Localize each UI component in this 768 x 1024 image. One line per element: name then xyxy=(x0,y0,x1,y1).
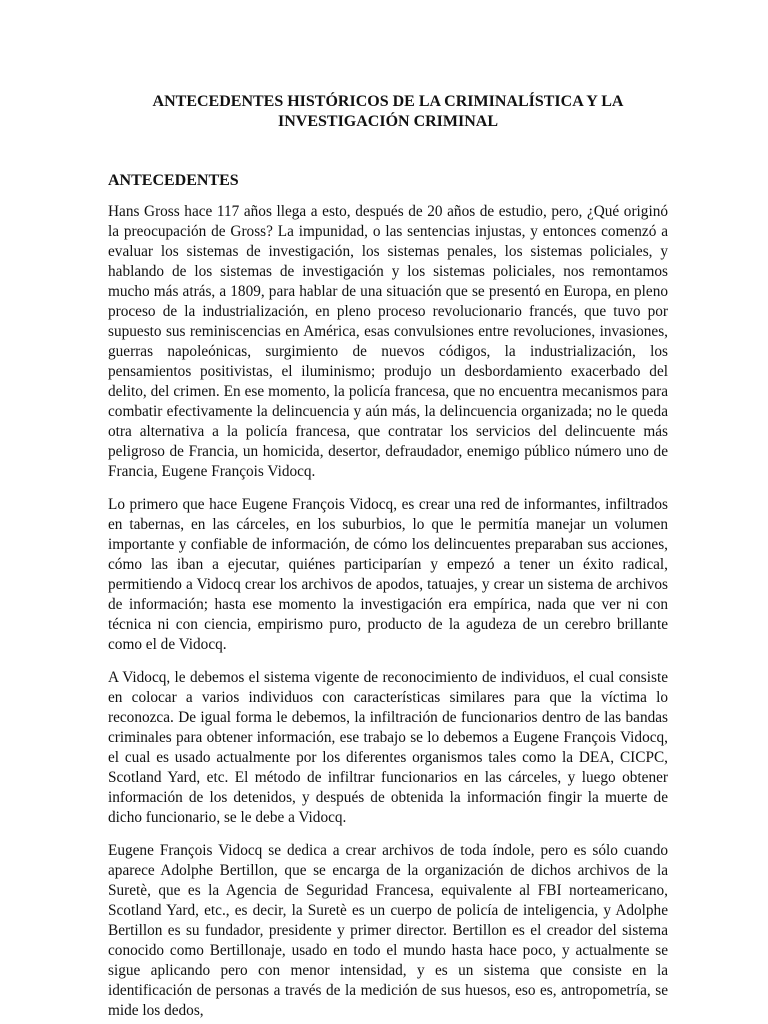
paragraph-1: Hans Gross hace 117 años llega a esto, después de 20 años de estudio, pero, ¿Qué originó la preocupación de Gross? La impunidad, o las sentencias injustas, y entonces comenzó a evaluar los sistemas de investigación, los sistemas penales, los sistemas policiales, y hablando de los sistemas de investigación y los sistemas policiales, nos remontamos mucho más atrás, a 1809, para hablar de una situación que se presentó en Europa, en pleno proceso de la industrialización, en pleno proceso revolucionario francés, que tuvo por supuesto sus reminiscencias en América, esas convulsiones entre revoluciones, invasiones, guerras napoleónicas, surgimiento de nuevos códigos, la industrialización, los pensamientos positivistas, el iluminismo; produjo un desbordamiento exacerbado del delito, del crimen. En ese momento, la policía francesa, que no encuentra mecanismos para combatir efectivamente la delincuencia y aún más, la delincuencia organizada; no le queda otra alternativa a la policía francesa, que contratar los servicios del delincuente más peligroso de Francia, un homicida, desertor, defraudador, enemigo público número uno de Francia, Eugene François Vidocq. xyxy=(108,203,668,480)
paragraph-3: A Vidocq, le debemos el sistema vigente de reconocimiento de individuos, el cual consiste en colocar a varios individuos con características similares para que la víctima lo reconozca. De igual forma le debemos, la infiltración de funcionarios dentro de las bandas criminales para obtener información, ese trabajo se lo debemos a Eugene François Vidocq, el cual es usado actualmente por los diferentes organismos tales como la DEA, CICPC, Scotland Yard, etc. El método de infiltrar funcionarios en las cárceles, y luego obtener información de los detenidos, y después de obtenida la información fingir la muerte de dicho funcionario, se le debe a Vidocq. xyxy=(108,669,668,826)
document-title-line-2: INVESTIGACIÓN CRIMINAL xyxy=(277,113,499,130)
section-heading: ANTECEDENTES xyxy=(108,172,239,189)
paragraph-4: Eugene François Vidocq se dedica a crear archivos de toda índole, pero es sólo cuando aparece Adolphe Bertillon, que se encarga de la organización de dichos archivos de la Suretè, que es la Agencia de Seguridad Francesa, equivalente al FBI norteamericano, Scotland Yard, etc., es decir, la Suretè es un cuerpo de policía de inteligencia, y Adolphe Bertillon es su fundador, presidente y primer director. Bertillon es el creador del sistema conocido como Bertillonaje, usado en todo el mundo hasta hace poco, y actualmente se sigue aplicando pero con menor intensidad, y es un sistema que consiste en la identificación de personas a través de la medición de sus huesos, eso es, antropometría, se mide los dedos, xyxy=(108,842,668,1019)
document-body xyxy=(108,202,668,1021)
document-title xyxy=(108,92,668,132)
document-title-line-1: ANTECEDENTES HISTÓRICOS DE LA CRIMINALÍSTICA Y LA xyxy=(152,93,624,110)
paragraph-2: Lo primero que hace Eugene François Vidocq, es crear una red de informantes, infiltrados en tabernas, en las cárceles, en los suburbios, lo que le permitía manejar un volumen importante y confiable de información, de cómo los delincuentes preparaban sus acciones, cómo las iban a ejecutar, quiénes participarían y empezó a tener un éxito radical, permitiendo a Vidocq crear los archivos de apodos, tatuajes, y crear un sistema de archivos de información; hasta ese momento la investigación era empírica, nada que ver ni con técnica ni con ciencia, empirismo puro, producto de la agudeza de un cerebro brillante como el de Vidocq. xyxy=(108,496,668,653)
